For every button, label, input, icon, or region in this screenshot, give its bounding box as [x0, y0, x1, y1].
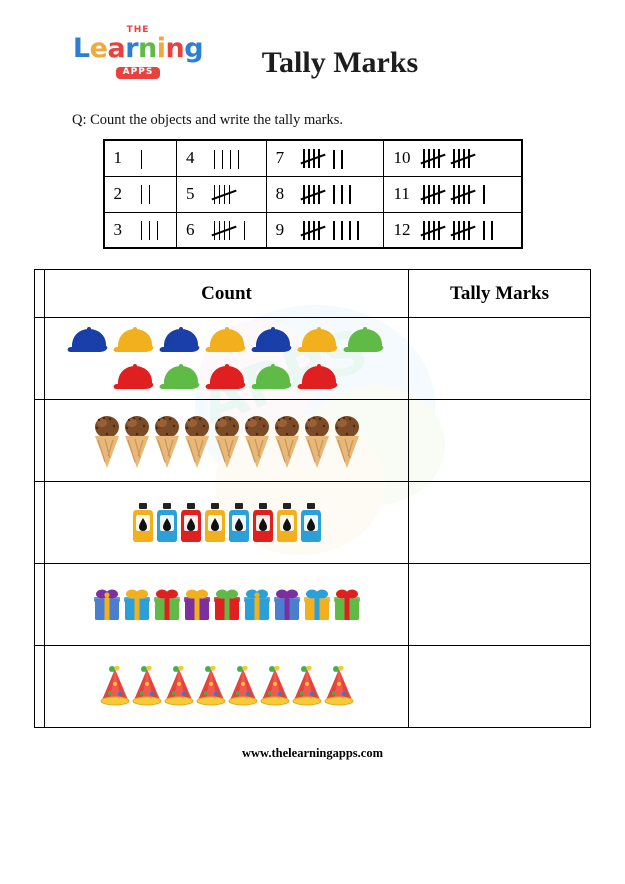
cap-icon: [296, 362, 342, 392]
tally-mark: [332, 185, 337, 204]
legend-tally: [134, 212, 177, 248]
cap-icon: [158, 362, 204, 392]
objects-cell-party-hats: [45, 646, 409, 728]
legend-row: [104, 140, 522, 176]
objects-cell-caps: [45, 318, 409, 400]
cap-icon: [296, 325, 342, 355]
objects-cell-oil-bottles: [45, 482, 409, 564]
party-hat-icon: [259, 666, 291, 708]
oil-bottle-icon: [251, 502, 275, 544]
count-tally-table: [34, 269, 591, 728]
ice-cream-icon: [122, 412, 152, 470]
legend-number: 10: [384, 140, 417, 176]
row-marker-cell: [35, 564, 45, 646]
oil-bottle-icon: [227, 502, 251, 544]
ice-cream-icon: [242, 412, 272, 470]
party-hat-icon: [291, 666, 323, 708]
gift-icon: [122, 587, 152, 623]
tally-mark: [148, 185, 153, 204]
legend-number: 2: [104, 176, 134, 212]
tally-singles: [243, 220, 251, 240]
legend-number: 5: [177, 176, 207, 212]
cap-icon: [112, 362, 158, 392]
tally-answer-cell[interactable]: [409, 482, 591, 564]
tally-group-of-five: [422, 221, 448, 240]
tally-singles: [140, 149, 148, 169]
logo-line-apps: APPS: [116, 67, 161, 79]
tally-mark: [221, 150, 226, 169]
legend-tally: [296, 140, 384, 176]
tally-mark: [140, 221, 145, 240]
party-hat-icon: [99, 666, 131, 708]
tally-mark: [140, 185, 145, 204]
legend-number: 12: [384, 212, 417, 248]
object-group: [51, 404, 402, 477]
legend-tally: [134, 176, 177, 212]
tally-group-of-five: [422, 185, 448, 204]
table-row: [35, 482, 591, 564]
tally-mark: [140, 150, 145, 169]
tally-singles: [332, 184, 356, 204]
row-marker-cell: [35, 482, 45, 564]
tally-group-of-five: [213, 185, 239, 204]
tally-singles: [332, 220, 364, 240]
oil-bottle-icon: [275, 502, 299, 544]
legend-row: [104, 176, 522, 212]
table-row: [35, 564, 591, 646]
tally-singles: [482, 184, 490, 204]
tally-mark: [348, 221, 353, 240]
tally-mark: [340, 221, 345, 240]
table-header-row: [35, 270, 591, 318]
tally-mark: [332, 150, 337, 169]
object-group: [51, 568, 402, 641]
oil-bottle-icon: [203, 502, 227, 544]
ice-cream-icon: [332, 412, 362, 470]
table-row: [35, 400, 591, 482]
legend-number: 4: [177, 140, 207, 176]
tally-group-of-five: [422, 149, 448, 168]
objects-cell-gift-boxes: [45, 564, 409, 646]
tally-answer-cell[interactable]: [409, 646, 591, 728]
row-marker-cell: [35, 646, 45, 728]
legend-tally: [207, 140, 267, 176]
tally-mark: [332, 221, 337, 240]
gift-icon: [272, 587, 302, 623]
page-header: [34, 18, 591, 90]
header-count: Count: [45, 270, 409, 318]
legend-number: 7: [266, 140, 296, 176]
legend-tally: [296, 176, 384, 212]
gift-icon: [182, 587, 212, 623]
object-group: [51, 650, 402, 723]
tally-group-of-five: [302, 221, 328, 240]
tally-mark: [229, 150, 234, 169]
legend-tally: [416, 140, 521, 176]
table-row: [35, 646, 591, 728]
tally-mark: [482, 221, 487, 240]
tally-mark: [243, 221, 248, 240]
tally-singles: [332, 149, 348, 169]
legend-tally: [134, 140, 177, 176]
tally-group-of-five: [302, 149, 328, 168]
logo-line-the: THE: [126, 25, 150, 35]
ice-cream-icon: [212, 412, 242, 470]
tally-group-of-five: [213, 221, 239, 240]
ice-cream-icon: [302, 412, 332, 470]
tally-group-of-five: [302, 185, 328, 204]
party-hat-icon: [131, 666, 163, 708]
cap-icon: [250, 325, 296, 355]
party-hat-icon: [195, 666, 227, 708]
tally-answer-cell[interactable]: [409, 318, 591, 400]
cap-icon: [250, 362, 296, 392]
party-hat-icon: [323, 666, 355, 708]
legend-row: [104, 212, 522, 248]
tally-mark: [340, 185, 345, 204]
tally-mark: [156, 221, 161, 240]
cap-icon: [112, 325, 158, 355]
tally-group-of-five: [452, 221, 478, 240]
logo: [64, 20, 212, 82]
object-group: [51, 322, 402, 395]
header-tally-marks: Tally Marks: [409, 270, 591, 318]
objects-cell-ice-cream-cones: [45, 400, 409, 482]
table-row: [35, 318, 591, 400]
gift-icon: [92, 587, 122, 623]
row-marker-cell: [35, 318, 45, 400]
party-hat-icon: [227, 666, 259, 708]
legend-tally: [416, 176, 521, 212]
tally-mark: [348, 185, 353, 204]
tally-mark: [237, 150, 242, 169]
gift-icon: [332, 587, 362, 623]
gift-icon: [302, 587, 332, 623]
legend-tally: [207, 176, 267, 212]
question-text: Q: Count the objects and write the tally marks.: [72, 112, 344, 128]
oil-bottle-icon: [179, 502, 203, 544]
tally-mark: [482, 185, 487, 204]
legend-number: 9: [266, 212, 296, 248]
cap-icon: [66, 325, 112, 355]
tally-answer-cell[interactable]: [409, 564, 591, 646]
oil-bottle-icon: [299, 502, 323, 544]
tally-legend-table: [103, 139, 523, 249]
tally-singles: [482, 220, 498, 240]
legend-number: 8: [266, 176, 296, 212]
object-group: [51, 486, 402, 559]
gift-icon: [152, 587, 182, 623]
cap-icon: [204, 362, 250, 392]
tally-mark: [340, 150, 345, 169]
gift-icon: [212, 587, 242, 623]
tally-mark: [356, 221, 361, 240]
legend-tally: [207, 212, 267, 248]
tally-mark: [148, 221, 153, 240]
tally-mark: [213, 150, 218, 169]
cap-icon: [204, 325, 250, 355]
cap-icon: [342, 325, 388, 355]
header-blank: [35, 270, 45, 318]
legend-number: 1: [104, 140, 134, 176]
oil-bottle-icon: [155, 502, 179, 544]
ice-cream-icon: [92, 412, 122, 470]
tally-singles: [140, 184, 156, 204]
ice-cream-icon: [152, 412, 182, 470]
legend-wrapper: [34, 139, 591, 249]
footer-url: www.thelearningapps.com: [242, 746, 383, 760]
oil-bottle-icon: [131, 502, 155, 544]
legend-number: 3: [104, 212, 134, 248]
ice-cream-icon: [272, 412, 302, 470]
svg-text:APPS: APPS: [191, 315, 377, 439]
row-marker-cell: [35, 400, 45, 482]
party-hat-icon: [163, 666, 195, 708]
legend-tally: [296, 212, 384, 248]
cap-icon: [158, 325, 204, 355]
legend-number: 6: [177, 212, 207, 248]
tally-group-of-five: [452, 149, 478, 168]
tally-mark: [490, 221, 495, 240]
tally-singles: [213, 149, 245, 169]
legend-tally: [416, 212, 521, 248]
tally-answer-cell[interactable]: [409, 400, 591, 482]
tally-singles: [140, 220, 164, 240]
tally-group-of-five: [452, 185, 478, 204]
logo-line-learning: Learning: [72, 33, 204, 64]
legend-number: 11: [384, 176, 417, 212]
page-title: Tally Marks: [261, 46, 419, 79]
ice-cream-icon: [182, 412, 212, 470]
gift-icon: [242, 587, 272, 623]
